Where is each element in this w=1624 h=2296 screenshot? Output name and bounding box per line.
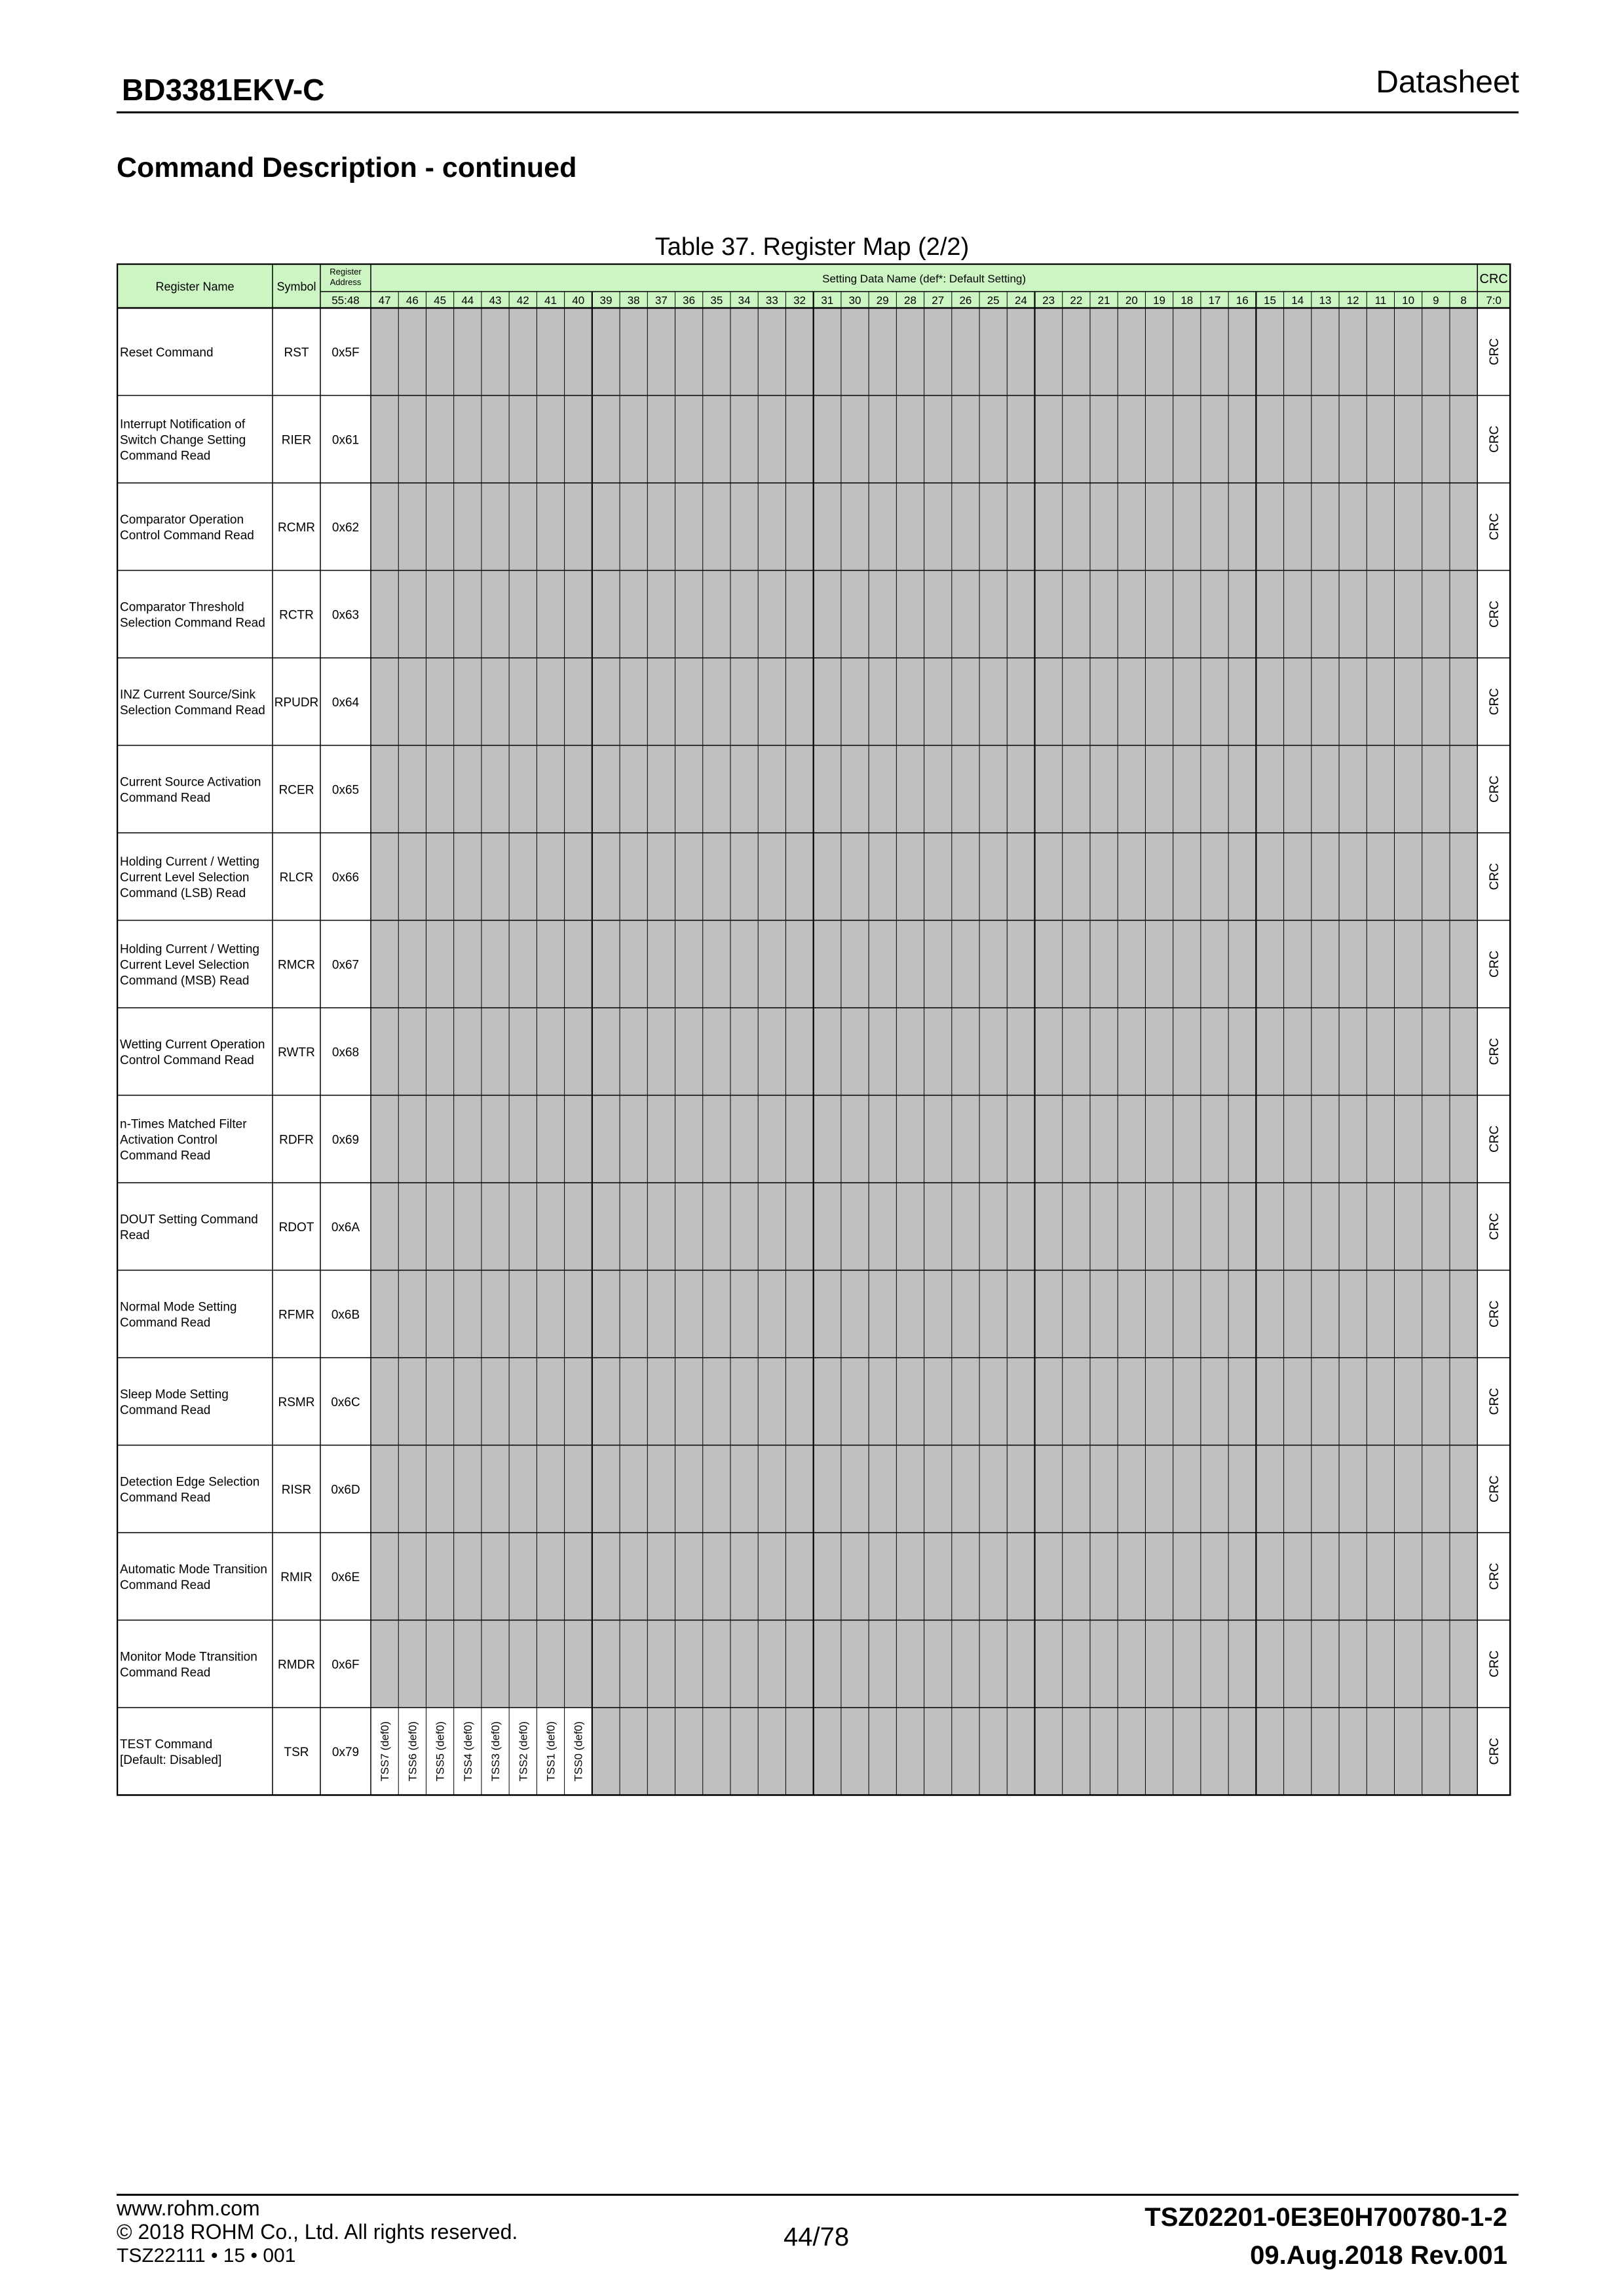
bit-number: 20: [1125, 294, 1138, 307]
column-header-register-name: Register Name: [155, 280, 235, 294]
register-name: n-Times Matched Filter: [120, 1117, 247, 1132]
register-symbol: TSR: [284, 1745, 309, 1759]
register-address: 0x68: [331, 1045, 360, 1060]
register-symbol: RSMR: [278, 1395, 315, 1409]
register-address: 0x66: [331, 870, 360, 885]
field-name: TSS7 (def0): [379, 1721, 392, 1782]
register-name: Current Level Selection: [120, 958, 250, 972]
crc-cell: CRC: [1488, 775, 1502, 803]
crc-cell: CRC: [1488, 1125, 1502, 1153]
register-name: Reset Command: [120, 345, 214, 360]
crc-cell: CRC: [1488, 1563, 1502, 1590]
register-symbol: RIER: [281, 433, 312, 448]
register-name: Command Read: [120, 1403, 211, 1417]
crc-cell: CRC: [1488, 688, 1502, 716]
header-divider: [117, 111, 1519, 113]
bit-number: 19: [1153, 294, 1166, 307]
register-address: 0x6A: [331, 1220, 360, 1234]
bit-number: 22: [1070, 294, 1083, 307]
field-name: TSS1 (def0): [544, 1721, 557, 1782]
bit-number: 12: [1346, 294, 1359, 307]
bit-number: 32: [793, 294, 806, 307]
register-address: 0x6D: [331, 1483, 360, 1497]
field-name: TSS6 (def0): [406, 1721, 419, 1782]
register-name: Control Command Read: [120, 1053, 254, 1067]
register-name: Wetting Current Operation: [120, 1037, 265, 1052]
crc-cell: CRC: [1488, 600, 1502, 628]
crc-bit-range: 7:0: [1486, 294, 1502, 307]
register-symbol: RDOT: [278, 1220, 314, 1234]
register-name: Switch Change Setting: [120, 433, 246, 448]
register-name: Interrupt Notification of: [120, 417, 246, 432]
register-name: Command Read: [120, 791, 211, 805]
table-caption: Table 37. Register Map (2/2): [654, 233, 970, 261]
bit-number: 47: [378, 294, 391, 307]
register-address: 0x64: [331, 695, 360, 710]
register-address: 0x63: [331, 608, 360, 622]
column-header-setting-data: Setting Data Name (def*: Default Setting): [822, 273, 1027, 285]
register-name: Read: [120, 1228, 150, 1242]
bit-number: 25: [987, 294, 1000, 307]
crc-cell: CRC: [1488, 1738, 1502, 1765]
register-name: Command Read: [120, 1149, 211, 1163]
field-name: TSS0 (def0): [572, 1721, 585, 1782]
register-symbol: RISR: [281, 1483, 312, 1497]
bit-number: 15: [1264, 294, 1276, 307]
bit-number: 39: [599, 294, 613, 307]
footer-form-code: TSZ22111 • 15 • 001: [117, 2245, 296, 2267]
bit-number: 41: [544, 294, 557, 307]
crc-cell: CRC: [1488, 1475, 1502, 1502]
register-symbol: RPUDR: [274, 695, 319, 710]
bit-number: 40: [572, 294, 585, 307]
register-name: Comparator Operation: [120, 512, 244, 527]
register-address: 0x6F: [331, 1658, 360, 1672]
register-address: 0x69: [331, 1133, 360, 1147]
bit-number: 24: [1014, 294, 1027, 307]
register-address: 0x65: [331, 783, 360, 797]
bit-number: 9: [1433, 294, 1439, 307]
footer-copyright: © 2018 ROHM Co., Ltd. All rights reserved.: [117, 2220, 518, 2244]
bit-number: 43: [489, 294, 502, 307]
crc-cell: CRC: [1488, 1300, 1502, 1328]
bit-number: 44: [461, 294, 474, 307]
register-address: 0x67: [331, 958, 360, 972]
register-address: 0x6B: [331, 1308, 360, 1322]
bit-number: 26: [959, 294, 972, 307]
field-name: TSS5 (def0): [434, 1721, 447, 1782]
register-address: 0x62: [331, 520, 360, 535]
register-name: Current Level Selection: [120, 870, 250, 885]
document-number: TSZ02201-0E3E0H700780-1-2: [1144, 2203, 1507, 2232]
register-symbol: RWTR: [278, 1045, 315, 1060]
register-name: Sleep Mode Setting: [120, 1387, 229, 1402]
register-address: 0x61: [331, 433, 360, 448]
register-name: Selection Command Read: [120, 703, 265, 718]
column-header-register-address: Register: [330, 267, 362, 277]
register-address: 0x6C: [331, 1395, 360, 1409]
crc-cell: CRC: [1488, 1038, 1502, 1065]
register-name: Current Source Activation: [120, 775, 261, 790]
bit-number: 11: [1374, 294, 1387, 307]
bit-number: 30: [848, 294, 861, 307]
register-name: Comparator Threshold: [120, 600, 244, 615]
register-symbol: RMCR: [278, 958, 315, 972]
register-name: Control Command Read: [120, 528, 254, 543]
register-name: Detection Edge Selection: [120, 1475, 260, 1489]
bit-number: 36: [683, 294, 696, 307]
register-name: Automatic Mode Transition: [120, 1562, 267, 1577]
register-address: 0x79: [331, 1745, 360, 1759]
field-name: TSS4 (def0): [461, 1721, 474, 1782]
footer-url: www.rohm.com: [117, 2196, 260, 2220]
bit-number: 18: [1180, 294, 1194, 307]
crc-cell: CRC: [1488, 950, 1502, 978]
section-title: Command Description - continued: [117, 152, 577, 183]
register-name: Holding Current / Wetting: [120, 854, 259, 869]
crc-cell: CRC: [1488, 425, 1502, 453]
bit-number: 38: [627, 294, 640, 307]
bit-number: 34: [738, 294, 751, 307]
register-address: 0x6E: [331, 1570, 360, 1584]
bit-number: 45: [434, 294, 447, 307]
column-header-crc: CRC: [1479, 272, 1508, 286]
document-type: Datasheet: [1376, 65, 1519, 100]
register-name: Selection Command Read: [120, 616, 265, 630]
register-name: Command (LSB) Read: [120, 886, 246, 900]
bit-number: 29: [876, 294, 889, 307]
bit-number: 13: [1319, 294, 1332, 307]
bit-number: 10: [1402, 294, 1415, 307]
bit-number: 14: [1291, 294, 1304, 307]
crc-cell: CRC: [1488, 1213, 1502, 1240]
register-name: Command Read: [120, 449, 211, 463]
register-symbol: RLCR: [279, 870, 314, 885]
bit-number: 35: [710, 294, 723, 307]
register-name: Normal Mode Setting: [120, 1300, 237, 1314]
register-symbol: RST: [284, 345, 309, 360]
part-number: BD3381EKV-C: [122, 73, 325, 107]
register-name: Activation Control: [120, 1133, 217, 1147]
bit-number: 16: [1236, 294, 1249, 307]
register-symbol: RCTR: [279, 608, 314, 622]
column-header-symbol: Symbol: [276, 280, 316, 294]
bit-number: 23: [1042, 294, 1055, 307]
bit-number: 37: [654, 294, 668, 307]
register-map-table: [117, 263, 1520, 1814]
crc-cell: CRC: [1488, 863, 1502, 890]
bit-number: 33: [765, 294, 778, 307]
register-name: Command (MSB) Read: [120, 974, 250, 988]
bit-number: 46: [406, 294, 419, 307]
crc-cell: CRC: [1488, 513, 1502, 541]
register-symbol: RMDR: [278, 1658, 315, 1672]
bit-number: 31: [821, 294, 834, 307]
register-symbol: RDFR: [279, 1133, 314, 1147]
register-symbol: RFMR: [278, 1308, 314, 1322]
register-name: Command Read: [120, 1491, 211, 1505]
crc-cell: CRC: [1488, 338, 1502, 366]
register-name: Command Read: [120, 1666, 211, 1680]
register-name: Monitor Mode Ttransition: [120, 1650, 257, 1664]
column-header-register-address: Address: [330, 277, 362, 287]
crc-cell: CRC: [1488, 1388, 1502, 1415]
register-name: Command Read: [120, 1578, 211, 1592]
crc-cell: CRC: [1488, 1650, 1502, 1677]
register-name: [Default: Disabled]: [120, 1753, 222, 1767]
bit-number: 42: [516, 294, 529, 307]
field-name: TSS3 (def0): [489, 1721, 502, 1782]
register-name: Command Read: [120, 1316, 211, 1330]
register-name: INZ Current Source/Sink: [120, 687, 255, 702]
register-map-grid: [117, 263, 1520, 1811]
register-name: Holding Current / Wetting: [120, 942, 259, 957]
register-symbol: RCER: [278, 783, 314, 797]
register-symbol: RCMR: [278, 520, 315, 535]
register-name: TEST Command: [120, 1737, 213, 1751]
footer-divider: [117, 2194, 1519, 2196]
page-number: 44/78: [784, 2223, 850, 2251]
bit-number: 17: [1208, 294, 1221, 307]
bit-number: 8: [1460, 294, 1467, 307]
register-symbol: RMIR: [280, 1570, 312, 1584]
bit-number: 27: [932, 294, 945, 307]
register-name: DOUT Setting Command: [120, 1212, 258, 1227]
bit-number: 21: [1097, 294, 1110, 307]
revision-date: 09.Aug.2018 Rev.001: [1250, 2241, 1507, 2270]
register-address: 0x5F: [331, 345, 360, 360]
bit-number: 28: [904, 294, 916, 307]
field-name: TSS2 (def0): [517, 1721, 530, 1782]
address-bit-range: 55:48: [331, 294, 360, 307]
